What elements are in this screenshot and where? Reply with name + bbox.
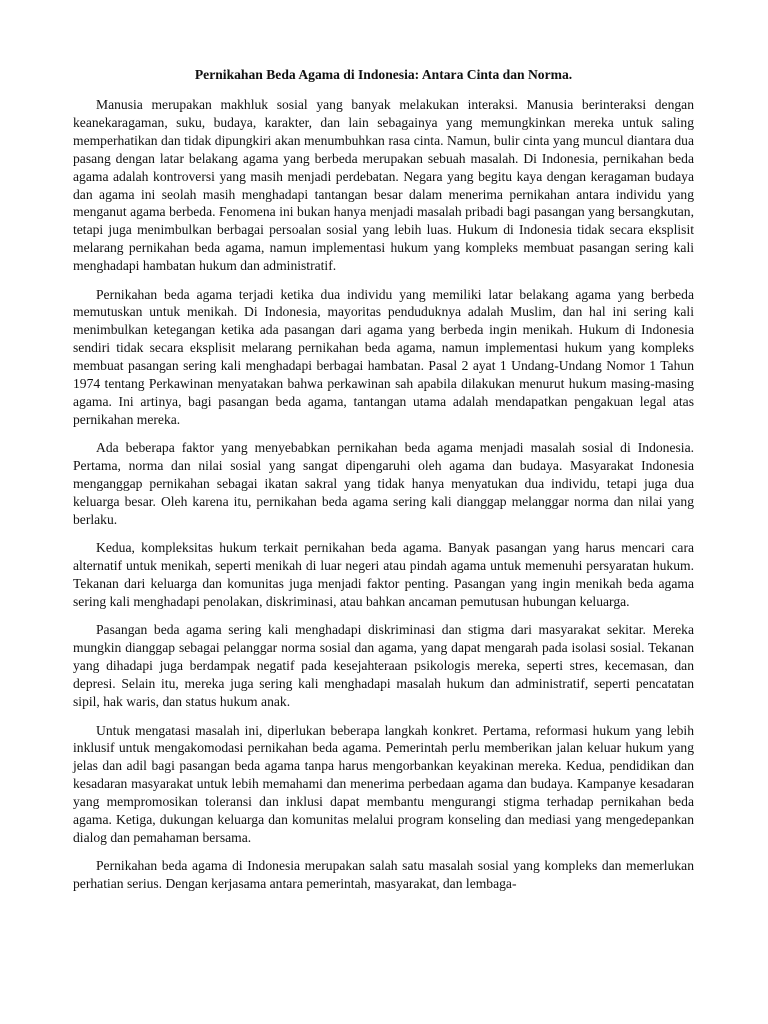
document-page (73, 66, 694, 904)
paragraph-1: Manusia merupakan makhluk sosial yang banyak melakukan interaksi. Manusia berinteraksi dengan keanekaragaman, suku, budaya, karakter, dan lain sebagainya yang memungkinkan mereka untuk saling memperhatikan dan tidak dipungkiri akan menumbuhkan rasa cinta. Namun, bulir cinta yang muncul diantara dua pasang dengan latar belakang agama yang berbeda merupakan sebuah masalah. Di Indonesia, pernikahan beda agama adalah kontroversi yang masih menjadi perdebatan. Negara yang begitu kaya dengan keragaman budaya dan agama ini seolah masih menghadapi tantangan besar dalam menerima pernikahan antara individu yang menganut agama berbeda. Fenomena ini bukan hanya menjadi masalah pribadi bagi pasangan yang bersangkutan, tetapi juga menimbulkan berbagai persoalan sosial yang lebih luas. Hukum di Indonesia tidak secara eksplisit melarang pernikahan beda agama, namun implementasi hukum yang kompleks membuat pasangan sering kali menghadapi hambatan hukum dan administratif. (73, 97, 694, 274)
paragraph-5: Pasangan beda agama sering kali menghadapi diskriminasi dan stigma dari masyarakat sekitar. Mereka mungkin dianggap sebagai pelanggar norma sosial dan agama, yang dapat mengarah pada isolasi sosial. Tekanan yang dihadapi juga berdampak negatif pada kesejahteraan psikologis mereka, seperti stres, kecemasan, dan depresi. Selain itu, mereka juga sering kali menghadapi masalah hukum dan administratif, seperti pencatatan sipil, hak waris, dan status hukum anak. (73, 622, 694, 710)
paragraph-7: Pernikahan beda agama di Indonesia merupakan salah satu masalah sosial yang kompleks dan memerlukan perhatian serius. Dengan kerjasama antara pemerintah, masyarakat, dan lembaga- (73, 858, 694, 892)
paragraph-4: Kedua, kompleksitas hukum terkait pernikahan beda agama. Banyak pasangan yang harus mencari cara alternatif untuk menikah, seperti menikah di luar negeri atau pindah agama untuk memenuhi persyaratan hukum. Tekanan dari keluarga dan komunitas juga menjadi faktor penting. Pasangan yang ingin menikah beda agama sering kali menghadapi penolakan, diskriminasi, atau bahkan ancaman pemutusan hubungan keluarga. (73, 540, 694, 610)
paragraph-3: Ada beberapa faktor yang menyebabkan pernikahan beda agama menjadi masalah sosial di Indonesia. Pertama, norma dan nilai sosial yang sangat dipengaruhi oleh agama dan budaya. Masyarakat Indonesia menganggap pernikahan sebagai ikatan sakral yang tidak hanya menyatukan dua individu, tetapi juga dua keluarga besar. Oleh karena itu, pernikahan beda agama sering kali dianggap melanggar norma dan nilai yang berlaku. (73, 440, 694, 527)
paragraph-6: Untuk mengatasi masalah ini, diperlukan beberapa langkah konkret. Pertama, reformasi hukum yang lebih inklusif untuk mengakomodasi pernikahan beda agama. Pemerintah perlu memberikan jalan keluar hukum yang jelas dan adil bagi pasangan beda agama tanpa harus mengorbankan keyakinan mereka. Kedua, pendidikan dan kesadaran masyarakat untuk lebih memahami dan menerima perbedaan agama dan budaya. Kampanye kesadaran yang mempromosikan toleransi dan inklusi dapat membantu mengurangi stigma terhadap pernikahan beda agama. Ketiga, dukungan keluarga dan komunitas melalui program konseling dan mediasi yang mengedepankan dialog dan pemahaman bersama. (73, 722, 694, 845)
document-title: Pernikahan Beda Agama di Indonesia: Antara Cinta dan Norma. (194, 67, 573, 82)
paragraph-2: Pernikahan beda agama terjadi ketika dua individu yang memiliki latar belakang agama yang berbeda memutuskan untuk menikah. Di Indonesia, mayoritas penduduknya adalah Muslim, dan hal ini sering kali menimbulkan ketegangan ketika ada pasangan dari agama yang berbeda ingin menikah. Hukum di Indonesia sendiri tidak secara eksplisit melarang pernikahan beda agama, namun implementasi hukum yang kompleks membuat pasangan sering kali menghadapi berbagai hambatan. Pasal 2 ayat 1 Undang-Undang Nomor 1 Tahun 1974 tentang Perkawinan menyatakan bahwa perkawinan sah apabila dilakukan menurut hukum masing-masing agama. Ini artinya, bagi pasangan beda agama, tantangan utama adalah mendapatkan pengakuan legal atas pernikahan mereka. (73, 286, 694, 427)
